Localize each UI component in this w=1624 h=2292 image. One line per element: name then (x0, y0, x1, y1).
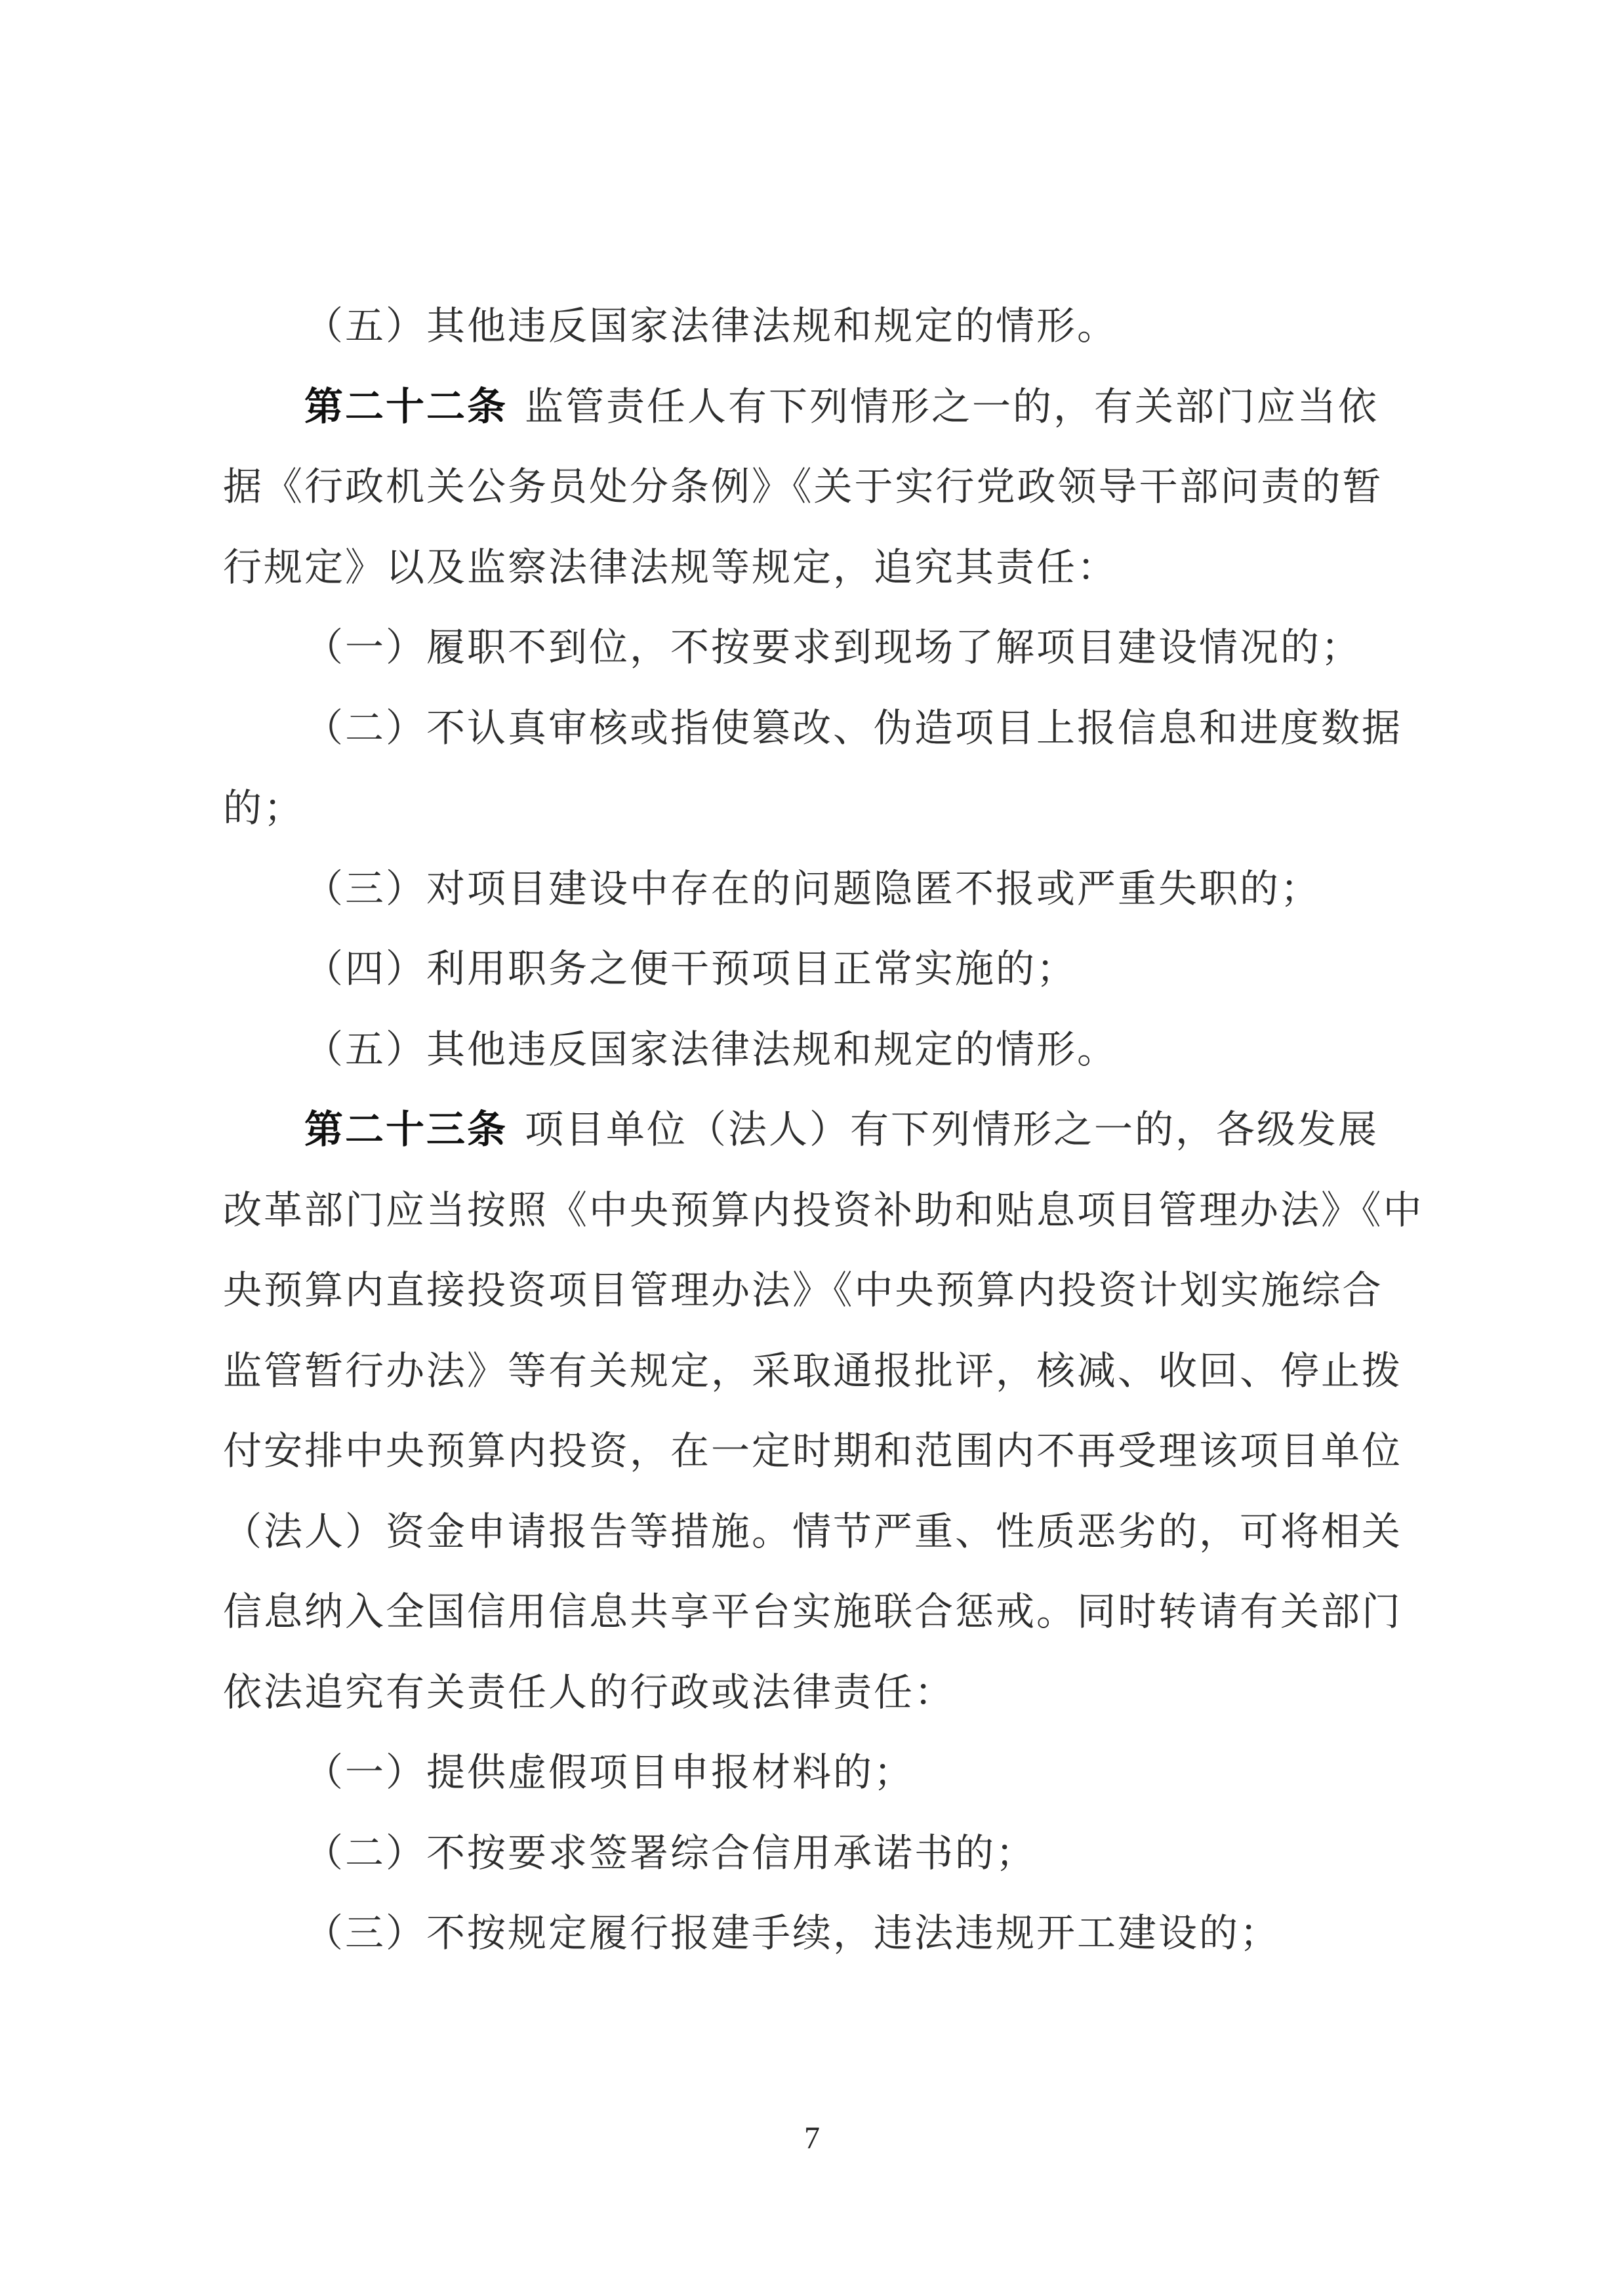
line-text: （四）利用职务之便干预项目正常实施的； (304, 947, 1078, 991)
document-line (223, 1010, 1410, 1090)
document-line (223, 1813, 1410, 1894)
document-line (223, 286, 1410, 367)
document-line (223, 1893, 1410, 1974)
document-line (223, 1732, 1410, 1813)
line-text: （二）不按要求签署综合信用承诺书的； (304, 1831, 1037, 1875)
document-line (223, 527, 1410, 608)
line-text: （二）不认真审核或指使篡改、伪造项目上报信息和进度数据 (304, 706, 1403, 750)
line-text: 央预算内直接投资项目管理办法》《中央预算内投资计划实施综合 (223, 1269, 1383, 1312)
document-body (223, 286, 1424, 1974)
line-text: （一）提供虚假项目申报材料的； (304, 1751, 915, 1794)
document-line (223, 1170, 1424, 1251)
line-text: 的； (223, 787, 305, 830)
document-line (223, 1090, 1410, 1170)
line-text: 付安排中央预算内投资，在一定时期和范围内不再受理该项目单位 (223, 1429, 1403, 1473)
document-line (223, 367, 1410, 447)
line-text: （三）对项目建设中存在的问题隐匿不报或严重失职的； (304, 867, 1322, 911)
line-text: 行规定》以及监察法律法规等规定，追究其责任： (223, 545, 1118, 589)
article-number: 第二十三条 (304, 1108, 508, 1151)
document-line (223, 768, 1410, 849)
line-text: 项目单位（法人）有下列情形之一的，各级发展 (525, 1108, 1379, 1151)
document-line (223, 849, 1410, 930)
document-line (223, 1411, 1410, 1492)
page-number: 7 (804, 2121, 820, 2156)
document-line (223, 688, 1410, 769)
document-line (223, 607, 1410, 688)
line-text: 依法追究有关责任人的行政或法律责任： (223, 1670, 956, 1714)
document-line (223, 1331, 1410, 1412)
line-text: （法人）资金申请报告等措施。情节严重、性质恶劣的，可将相关 (223, 1509, 1403, 1553)
line-text: 据《行政机关公务员处分条例》《关于实行党政领导干部问责的暂 (223, 465, 1383, 508)
line-text: （一）履职不到位，不按要求到现场了解项目建设情况的； (304, 626, 1362, 669)
document-line (223, 447, 1410, 527)
document-line (223, 1572, 1410, 1652)
document-line (223, 1250, 1410, 1331)
line-text: （五）其他违反国家法律法规和规定的情形。 (304, 1027, 1118, 1071)
document-line (223, 1492, 1410, 1572)
line-text: 监管暂行办法》等有关规定，采取通报批评，核减、收回、停止拨 (223, 1349, 1403, 1393)
line-text: 改革部门应当按照《中央预算内投资补助和贴息项目管理办法》《中 (223, 1188, 1424, 1232)
line-text: 监管责任人有下列情形之一的，有关部门应当依 (525, 384, 1379, 428)
line-text: （三）不按规定履行报建手续，违法违规开工建设的； (304, 1912, 1281, 1955)
article-number: 第二十二条 (304, 384, 508, 428)
document-line (223, 929, 1410, 1010)
line-text: （五）其他违反国家法律法规和规定的情形。 (304, 304, 1118, 348)
line-text: 信息纳入全国信用信息共享平台实施联合惩戒。同时转请有关部门 (223, 1590, 1403, 1633)
document-line (223, 1652, 1410, 1733)
